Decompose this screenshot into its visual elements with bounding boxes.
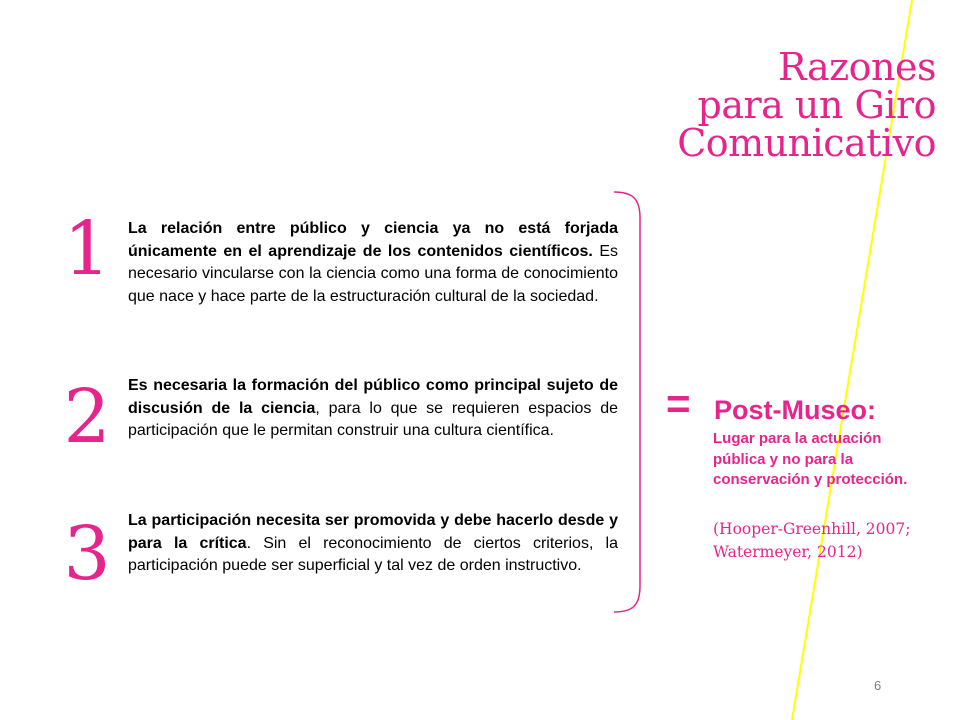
slide-title [677, 45, 936, 165]
post-museo-description: Lugar para la actuación pública y no para la conservación y protección. [713, 430, 908, 488]
reason-2-bold: Es necesaria la formación del público como principal sujeto de discusión de la ciencia [128, 377, 618, 417]
reason-1-text: Es necesario vincularse con la ciencia como una forma de conocimiento que nace y hace parte de la estructuración cultural de la sociedad. [128, 242, 619, 305]
post-museo-title: Post-Museo: [714, 395, 876, 425]
reason-number-3: 3 [63, 511, 111, 597]
reason-text-2 [128, 375, 618, 443]
equals-sign: = [666, 380, 691, 427]
reason-1-bold: La relación entre público y ciencia ya no está forjada únicamente en el aprendizaje de los contenidos científicos. [128, 220, 618, 260]
reason-text-1 [128, 218, 618, 308]
reason-number-2: 2 [63, 374, 111, 460]
post-museo-citation: (Hooper-Greenhill, 2007; Watermeyer, 2012) [713, 520, 911, 561]
page-number: 6 [874, 678, 882, 693]
reason-number-1: 1 [63, 206, 111, 292]
reason-text-3 [128, 510, 618, 578]
reason-3-text: . Sin el reconocimiento de ciertos criterios, la participación puede ser superficial y tal vez de orden instructivo. [128, 534, 619, 574]
reason-3-bold: La participación necesita ser promovida y debe hacerlo desde y para la crítica [128, 512, 618, 552]
title-line-1: Razones [778, 45, 936, 89]
title-line-2: para un Giro [697, 83, 936, 127]
right-brace [608, 190, 648, 614]
title-line-3: Comunicativo [677, 121, 936, 165]
reason-2-text: , para lo que se requieren espacios de participación que le permitan construir una cultura científica. [128, 399, 618, 439]
